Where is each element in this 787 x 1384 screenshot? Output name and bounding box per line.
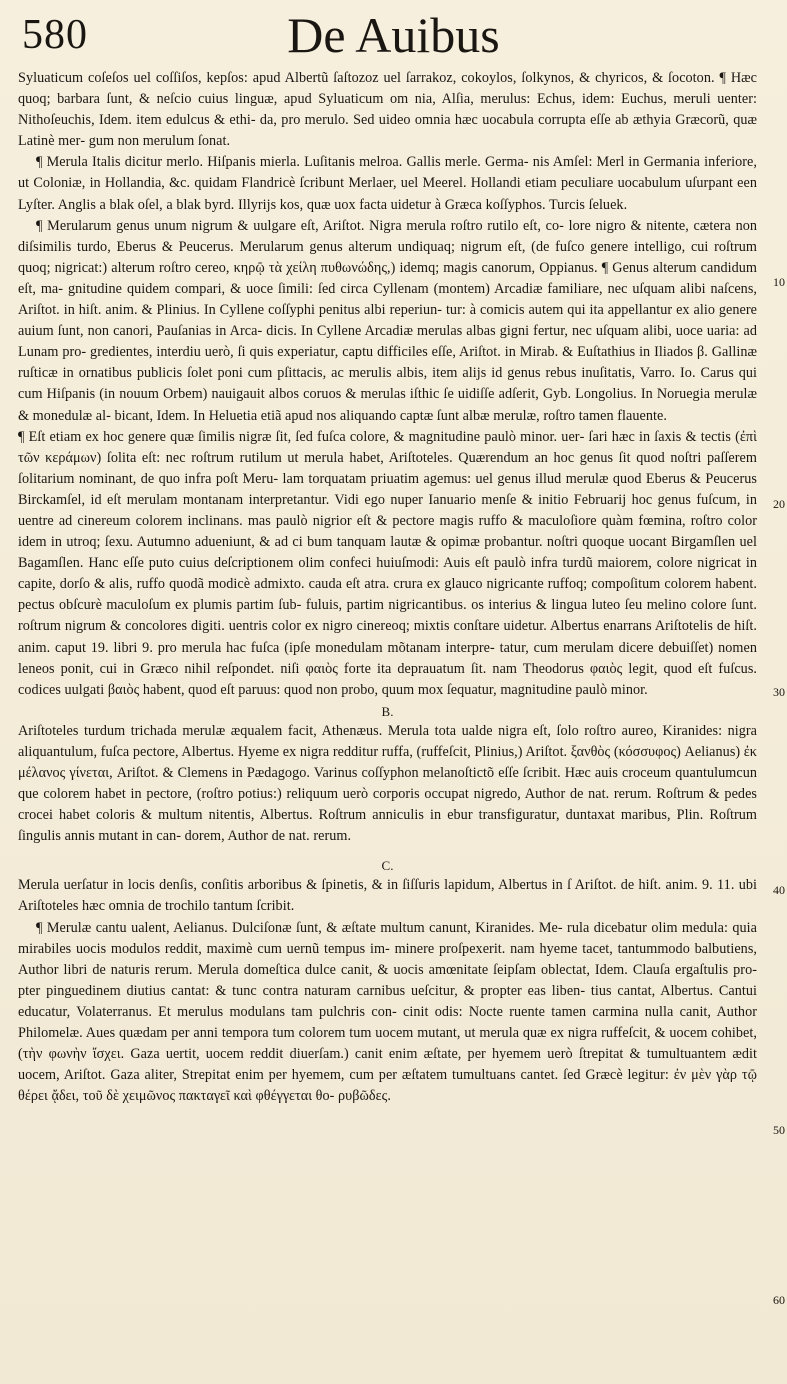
paragraph-habitat: Merula uerſatur in locis denſis, conſitis arboribus & ſpinetis, & in ſiſſuris lapidum, Albertus in ſ Ariſtot. de hiſt. anim. 9. 11. ubi Ariſtoteles hæc omnia de trochilo tantum ſcribit.	[18, 877, 757, 915]
paragraph-section-b: Ariſtoteles turdum trichada merulæ æqualem facit, Athenæus. Merula tota ualde nigra eſt, ſolo roſtro aureo, Kiranides: nigra aliquantulum, fuſca pectore, Albertus. Hyeme ex nigra redditur ruffa, (ruffeſcit, Plinius,) Ariſtot. ξανθὸς (κόσσυφος) Aelianus) ἐκ μέλανος γίνεται, Ariſtot. & Clemens in Pædagogo. Varinus coſſyphon melanoſtictõ eſſe ſcribit. Hæc auis croceum quantulumcun que colorem habet in pectore, (roſtro potius:) reliquum uerò corporis occupat nigredo, Author de nat. rerum. Roſtrum & pedes crocei habet coloris & multum nitentis, Albertus. Roſtrum anniculis in ebur transfiguratur, duntaxat maribus, Plin. Roſtrum ſingulis annis mutant in can‑ dorem, Author de nat. rerum.	[18, 722, 757, 845]
margin-line-number: 60	[773, 1293, 785, 1307]
paragraph-brown-kind: ¶ Eſt etiam ex hoc genere quæ ſimilis nigræ ſit, ſed fuſca colore, & magnitudine paulò minor. uer‑ ſari hæc in ſaxis & tectis (ἐπὶ τῶν κεράμων) ſolita eſt: nec roſtrum rutilum ut merula habet, Ariſtoteles. Quærendum an hoc genus ſit quod noſtri paſſerem ſolitarium nominant, de quo infra poſt Meru‑ lam torquatam priuatim agemus: uel genus illud merulæ quod Eberus & Peucerus Birckamſel, id eſt merulam montanam interpretantur. Vidi ego nuper Ianuario menſe & initio Februarij hoc genus fuſcum, in uentre ad cinereum colorem inclinans. mas paulò nigrior eſt & pectore magis ruffo & maculoſiore quàm fœmina, roſtro color idem in utroq; ſexu. Autumno adueniunt, & ad ci bum tanquam lautæ & opimæ probantur. noſtri quoque uocant Birgamſlen uel Bagamſlen. Hanc eſſe puto cuius deſcriptionem olim confeci huiuſmodi: Auis eſt paulò infra turdũ maiorem, colore nigricat in capite, dorſo & alis, ruffo quodã modicè admixto. cauda eſt atra. crura ex glauco nigricante ruffoq; compoſitum colorem habent. pectus obſcurè maculoſum ex plumis partim ſub‑ fuluis, partim nigricantibus. os interius & lingua luteo ſeu melino colore ſunt. roſtrum nigrum & concolores digiti. uentris color ex nigro cinereoq; mixtis conſtare uidetur. Albertus enarrans Ariſtotelis de hiſt. anim. caput 19. libri 9. pro merula hac fuſca (ipſe monedulam mõtanam interpre‑ tatur, cum merulam dicere debuiſſet) nomen leneos ponit, cui in Græco nihil reſpondet. niſi φαιὸς forte ita deprauatum ſit. nam Theodorus φαιὸς legit, quod eſt fuſcus. codices uulgati βαιὸς habent, quod eſt paruus: quod non probo, quum mox ſequatur, magnitudine paulò minor.	[18, 428, 757, 698]
paragraph-song: ¶ Merulæ cantu ualent, Aelianus. Dulciſonæ ſunt, & æſtate multum canunt, Kiranides. Me‑ rula dicebatur olim medula: quia mirabiles uocis modulos reddit, maximè cum uernũ tempus im‑ minere proſpexerit. nam hyeme tacet, tantummodo balbutiens, Author libri de naturis rerum. Merula domeſtica dulce canit, & uocis amœnitate ſeipſam oblectat, Idem. Clauſa ergaſtulis pro‑ pter pinguedinem diutius cantat: & tunc contra naturam carnibus ueſcitur, & propter eas liben‑ tius cantat, Albertus. Cantui educatur, Volaterranus. Et merulus modulans tam pulchris con‑ cinit odis: Nocte ruente tamen carmina nulla canit, Author Philomelæ. Aues quædam per anni tempora tum colorem tum uocem mutant, ut merula quæ ex nigra ruffeſcit, & uocem cohibet, (τὴν φωνὴν ἴσχει. Gaza uertit, uocem reddit diuerſam.) canit enim æſtate, per hyemem uerò ſtrepitat & tumultuantem ædit uocem, Ariſtot. Gaza aliter, Strepitat enim per hyemem, cum per æſtatem tumultuans cantet. ſed Græcè legitur: ἐν μὲν γὰρ τῷ θέρει ᾄδει, τοῦ δὲ χειμῶνος πακταγεῖ καὶ φθέγγεται θο‑ ρυβῶδες.	[18, 919, 757, 1105]
margin-line-number: 10	[773, 275, 785, 289]
section-gap	[18, 847, 757, 855]
running-title: De Auibus	[287, 7, 500, 63]
paragraph-names: Syluaticum coſeſos uel coſſiſos, kepſos: apud Albertũ ſaſtozoz uel ſarrakoz, cokoylos, ſolkynos, & chyricos, & ſocoton. ¶ Hæc quoq; barbara ſunt, & neſcio cuius linguæ, apud Syluaticum om nia, Alſia, merulus: Echus, idem: Euchus, meruli uenter: Nithoſeuchis, Idem. item edulcus & ethi‑ da, pro merulo. Sed uideo omnia hæc uocabula corrupta eſſe ab æthyia Græcorũ, quæ Latinè mer‑ gum non merulum ſonat.	[18, 70, 757, 150]
margin-line-number: 40	[773, 883, 785, 897]
section-letter-c: C.	[381, 858, 394, 874]
section-letter-b: B.	[381, 703, 394, 719]
margin-line-number: 50	[773, 1123, 785, 1137]
page-header	[14, 6, 773, 68]
paragraph-vernacular: ¶ Merula Italis dicitur merlo. Hiſpanis mierla. Luſitanis melroa. Gallis merle. Germa‑ nis Amſel: Merl in Germania inferiore, ut Coloniæ, in Hollandia, &c. quidam Flandricè ſcribunt Merlaer, uel Meerel. Hollandi etiam peculiare uocabulum uſurpant een Lyſter. Anglis a blak oſel, a blak byrd. Illyrijs kos, quæ uox facta uidetur à Græca koſſyphos. Turcis ſeluek.	[18, 154, 757, 213]
page-number: 580	[22, 12, 88, 58]
margin-line-number: 20	[773, 497, 785, 511]
margin-line-number: 30	[773, 685, 785, 699]
body-text	[14, 68, 773, 1107]
paragraph-kinds: ¶ Merularum genus unum nigrum & uulgare eſt, Ariſtot. Nigra merula roſtro rutilo eſt, co‑ lore nigro & nitente, cætera non diſsimilis turdo, Eberus & Peucerus. Merularum genus alterum undiquaq; nigrum eſt, (de fuſco genere intelligo, cui roſtrum quoq; nigricat:) alterum roſtro cereo, κηρῷ τὰ χείλη πυθωνώδης,) idemq; magis canorum, Oppianus. ¶ Genus alterum candidum eſt, ma‑ gnitudine quidem compari, & uoce ſimili: ſed circa Cyllenam (montem) Arcadiæ familiare, nec uſquam alibi naſcens, Ariſtot. in hiſt. anim. & Plinius. In Cyllene coſſyphi penitus albi reperiun‑ tur: à comicis autem qui ita appellantur ex alio genere auium ſunt, non canori, Pauſanias in Arca‑ dicis. In Cyllene Arcadiæ merulas albas gigni fertur, nec uſquam alibi, uoce uaria: ad Lunam pro‑ gredientes, interdiu uerò, ſi quis experiatur, captu difficiles eſſe, Ariſtot. in Mirab. & Euſtathius in Iliados β. Gallinæ ruſticæ in ornatibus publicis ſolet poni cum pſittacis, ac merulis albis, item alijs id genus rebus inuſitatis, Varro. Io. Carus qui cum Hiſpanis (in nouum Orbem) nauigauit albos coruos & merulas iſthic ſe uidiſſe adſerit, Gyb. Longolius. In Noruegia merulæ & monedulæ al‑ bicant, Idem. In Heluetia etiã apud nos aliquando captæ ſunt albæ merulæ, roſtro tamen flauente.	[18, 217, 757, 424]
